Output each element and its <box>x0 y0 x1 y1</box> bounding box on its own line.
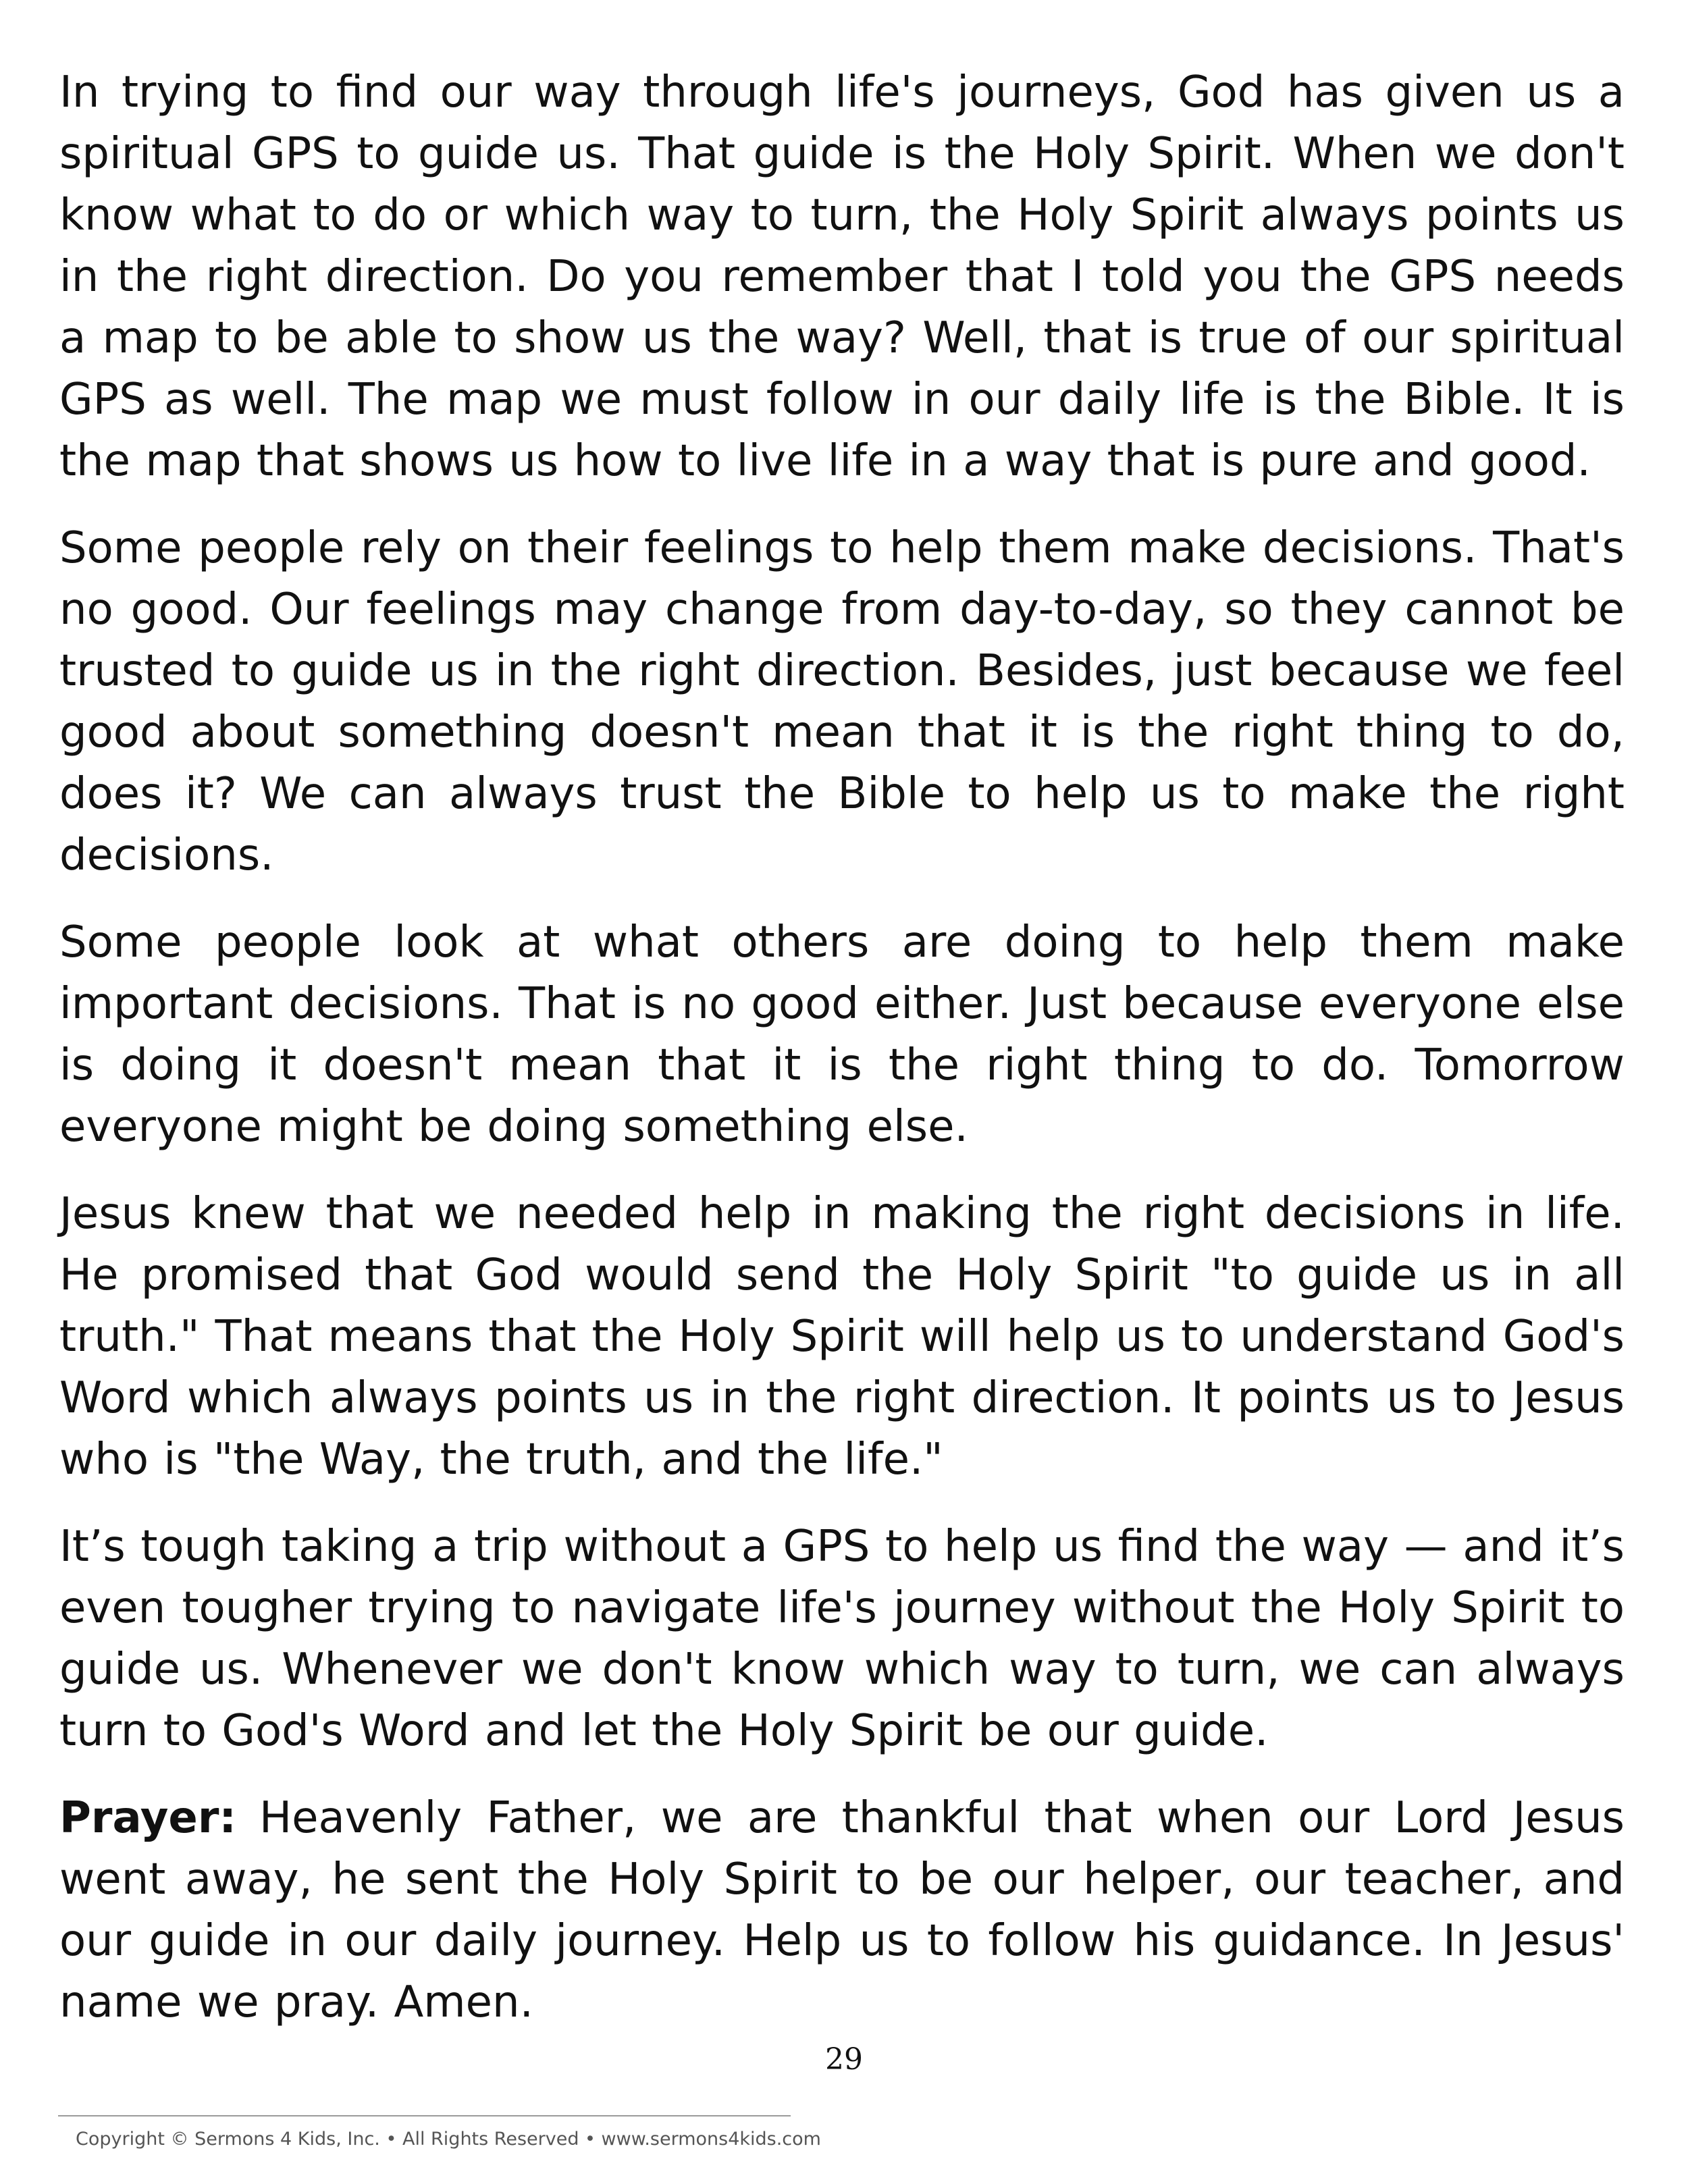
prayer-paragraph <box>59 1788 1625 2033</box>
paragraph-3: Some people look at what others are doing to help them make important decisions. That is no good either. Just because everyone else is doing it doesn't mean that it is the right thing to do. Tomorrow everyone might be doing something else. <box>59 917 1625 1152</box>
footer-divider <box>58 2115 791 2116</box>
paragraph-4: Jesus knew that we needed help in making the right decisions in life. He promised that God would send the Holy Spirit "to guide us in all truth." That means that the Holy Spirit will help us to understand God's Word which always points us in the right direction. It points us to Jesus who is "the Way, the truth, and the life." <box>59 1189 1625 1485</box>
page-number: 29 <box>825 2042 863 2077</box>
paragraph-5: It’s tough taking a trip without a GPS to help us find the way — and it’s even tougher trying to navigate life's journey without the Holy Spirit to guide us. Whenever we don't know which way to turn, we can always turn to God's Word and let the Holy Spirit be our guide. <box>59 1522 1625 1756</box>
prayer-label: Prayer: <box>59 1793 236 1843</box>
paragraph-2: Some people rely on their feelings to help them make decisions. That's no good. Our feelings may change from day-to-day, so they cannot be trusted to guide us in the right direction. Besides, just because we feel good about something doesn't mean that it is the right thing to do, does it? We can always trust the Bible to help us to make the right decisions. <box>59 523 1625 880</box>
copyright-footer: Copyright © Sermons 4 Kids, Inc. • All Rights Reserved • www.sermons4kids.com <box>76 2129 821 2150</box>
body-text <box>59 62 1625 2059</box>
paragraph-1: In trying to find our way through life's journeys, God has given us a spiritual GPS to guide us. That guide is the Holy Spirit. When we don't know what to do or which way to turn, the Holy Spirit always points us in the right direction. Do you remember that I told you the GPS needs a map to be able to show us the way? Well, that is true of our spiritual GPS as well. The map we must follow in our daily life is the Bible. It is the map that shows us how to live life in a way that is pure and good. <box>59 68 1625 486</box>
prayer-text: Heavenly Father, we are thankful that when our Lord Jesus went away, he sent the Holy Spirit to be our helper, our teacher, and our guide in our daily journey. Help us to follow his guidance. In Jesus' name we pray. Amen. <box>59 1793 1625 2027</box>
